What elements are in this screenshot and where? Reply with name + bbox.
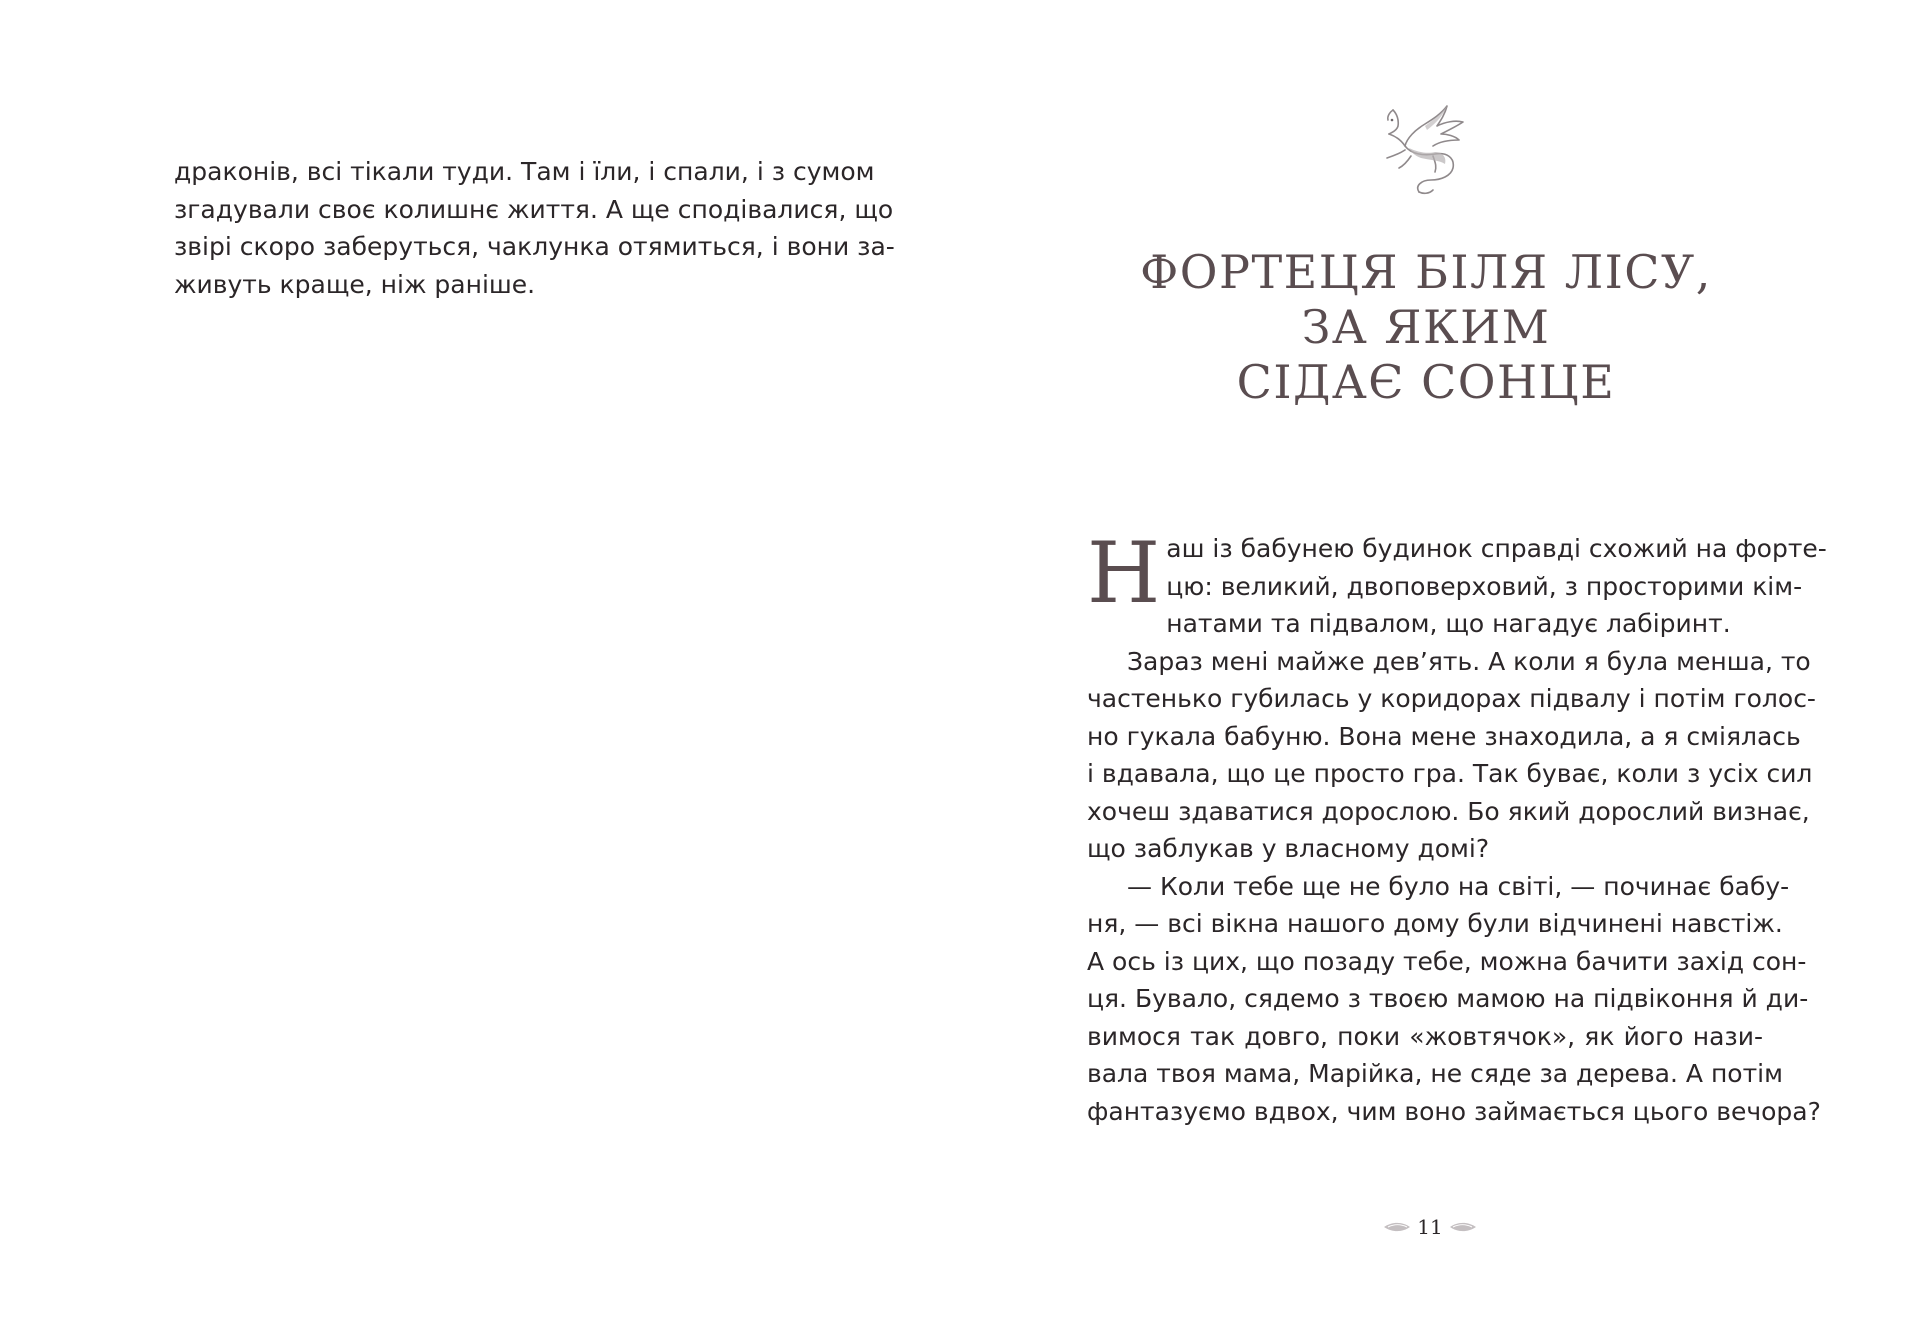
paragraph: [1087, 643, 1816, 868]
text-line: згадували своє колишнє життя. А ще сподівалися, що: [174, 194, 894, 224]
text-line: фантазуємо вдвох, чим воно займається цього вечора?: [1087, 1096, 1821, 1126]
text-line: драконів, всі тікали туди. Там і їли, і спали, і з сумом: [174, 157, 875, 186]
page-number: [1380, 1213, 1480, 1241]
right-page-text: [1087, 524, 1827, 1130]
dragon-illustration-icon: [1375, 100, 1475, 195]
text-line: живуть краще, ніж раніше.: [174, 269, 536, 299]
text-line: звірі скоро заберуться, чаклунка отямиться, і вони за-: [174, 232, 895, 261]
text-line: Зараз мені майже дев’ять. А коли я була менша, то: [1127, 646, 1811, 676]
wing-ornament-left-icon: [1383, 1220, 1411, 1234]
text-line: ця. Бувало, сядемо з твоєю мамою на підвіконня й ди-: [1087, 984, 1809, 1013]
text-line: вала твоя мама, Марійка, не сяде за дерева. А потім: [1087, 1059, 1783, 1088]
left-page-text: [174, 153, 895, 303]
text-line: вимося так довго, поки «жовтячок», як його нази-: [1087, 1021, 1763, 1051]
text-line: А ось із цих, що позаду тебе, можна бачити захід сон-: [1087, 946, 1807, 976]
text-line: і вдавала, що це просто гра. Так буває, коли з усіх сил: [1087, 759, 1813, 788]
text-line: натами та підвалом, що нагадує лабіринт.: [1166, 609, 1731, 638]
text-line: цю: великий, двоповерховий, з просторими кім-: [1166, 571, 1803, 601]
chapter-title-line: СІДАЄ СОНЦЕ: [1236, 355, 1616, 409]
text-line: хочеш здаватися дорослою. Бо який дорослий визнає,: [1087, 796, 1810, 826]
text-line: но гукала бабуню. Вона мене знаходила, а я сміялась: [1087, 721, 1801, 751]
text-line: — Коли тебе ще не було на світі, — починає бабу-: [1127, 871, 1790, 901]
paragraph: [1087, 524, 1827, 643]
chapter-title-line: ЗА ЯКИМ: [1301, 300, 1551, 354]
paragraph: [1087, 868, 1821, 1131]
text-line: що заблукав у власному домі?: [1087, 834, 1490, 863]
text-line: частенько губилась у коридорах підвалу і потім голос-: [1087, 684, 1816, 713]
text-line: аш із бабунею будинок справді схожий на форте-: [1166, 534, 1827, 563]
chapter-title: [1086, 245, 1766, 410]
text-line: ня, — всі вікна нашого дому були відчинені навстіж.: [1087, 909, 1783, 938]
page-number-text: 11: [1417, 1215, 1443, 1239]
drop-cap: Н: [1087, 524, 1161, 622]
wing-ornament-right-icon: [1449, 1220, 1477, 1234]
chapter-title-line: ФОРТЕЦЯ БІЛЯ ЛІСУ,: [1140, 245, 1712, 299]
